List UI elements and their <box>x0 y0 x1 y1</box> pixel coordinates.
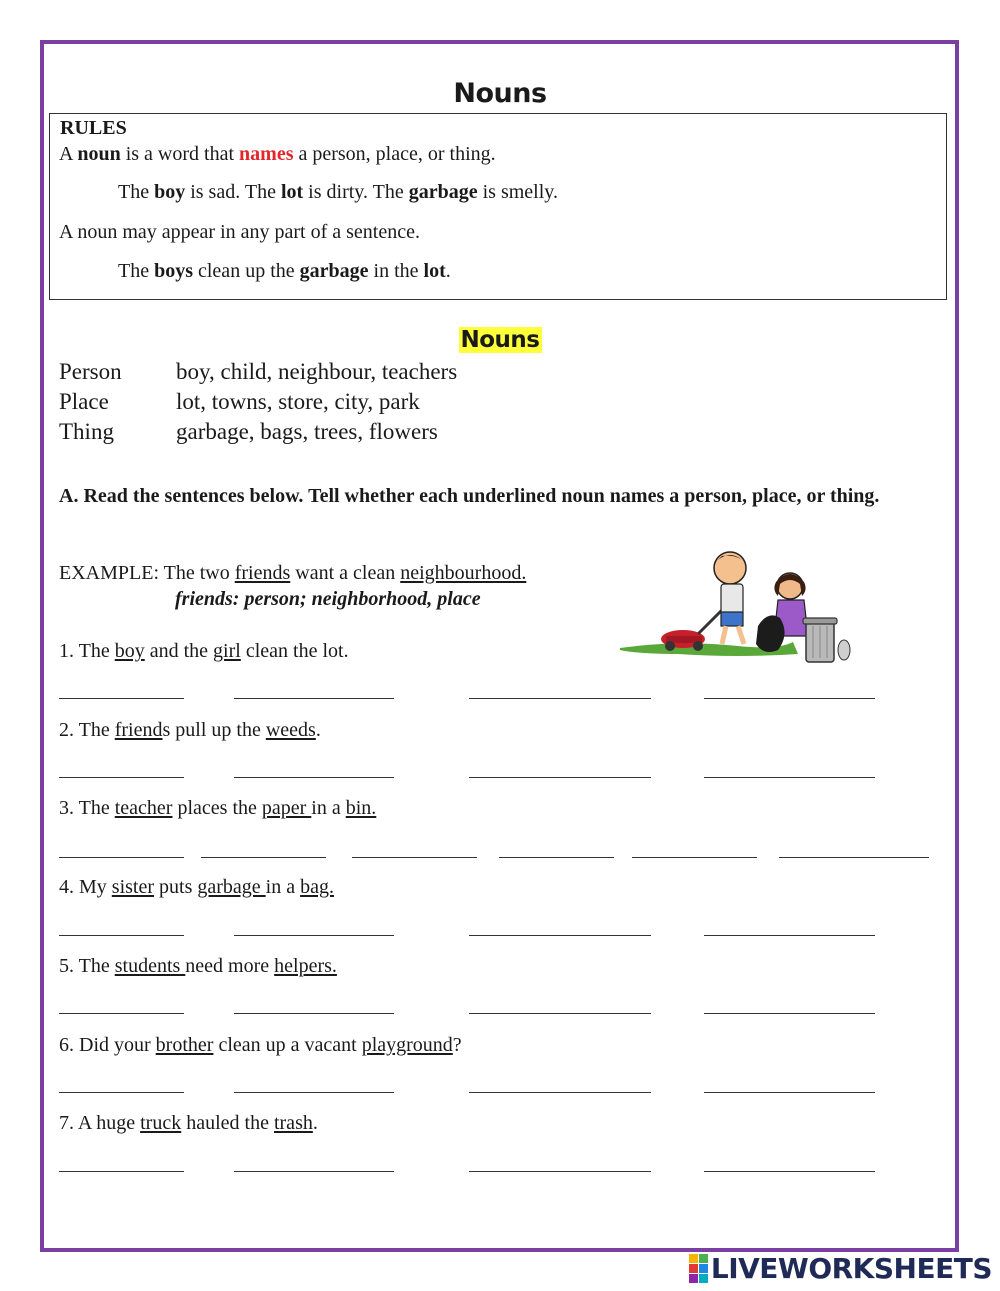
answer-blank[interactable] <box>469 1171 651 1172</box>
answer-blank[interactable] <box>704 1092 875 1093</box>
example-answer: friends: person; neighborhood, place <box>175 588 481 610</box>
answer-blank[interactable] <box>632 857 757 858</box>
question-4: 4. My sister puts garbage in a bag. <box>59 876 334 898</box>
answer-blank[interactable] <box>704 698 875 699</box>
answer-blank[interactable] <box>469 1092 651 1093</box>
answer-blank[interactable] <box>779 857 929 858</box>
answer-blank[interactable] <box>469 1013 651 1014</box>
answer-blank[interactable] <box>469 777 651 778</box>
answer-blank[interactable] <box>234 1013 394 1014</box>
logo-blocks-icon <box>689 1254 708 1283</box>
question-6: 6. Did your brother clean up a vacant playground? <box>59 1034 462 1056</box>
answer-blank[interactable] <box>59 1171 184 1172</box>
rule-1: A noun is a word that names a person, place, or thing. <box>59 143 496 165</box>
liveworksheets-logo[interactable] <box>689 1252 992 1285</box>
answer-blank[interactable] <box>469 935 651 936</box>
category-label-thing: Thing <box>59 419 114 444</box>
page-title: Nouns <box>453 78 547 109</box>
rules-heading: RULES <box>60 117 127 139</box>
example-sentence: EXAMPLE: The two friends want a clean neighbourhood. <box>59 562 527 584</box>
question-2: 2. The friends pull up the weeds. <box>59 719 321 741</box>
answer-blank[interactable] <box>59 698 184 699</box>
question-1: 1. The boy and the girl clean the lot. <box>59 640 349 662</box>
question-7: 7. A huge truck hauled the trash. <box>59 1112 318 1134</box>
question-3: 3. The teacher places the paper in a bin. <box>59 797 377 819</box>
answer-blank[interactable] <box>234 1092 394 1093</box>
answer-blank[interactable] <box>499 857 614 858</box>
category-label-place: Place <box>59 389 109 414</box>
answer-blank[interactable] <box>201 857 326 858</box>
answer-blank[interactable] <box>59 857 184 858</box>
nouns-subheading: Nouns <box>460 327 540 353</box>
answer-blank[interactable] <box>704 1171 875 1172</box>
answer-blank[interactable] <box>59 1092 184 1093</box>
answer-blank[interactable] <box>234 698 394 699</box>
answer-blank[interactable] <box>59 777 184 778</box>
rule-example-1: The boy is sad. The lot is dirty. The garbage is smelly. <box>118 181 558 203</box>
footer-brand-text: LIVEWORKSHEETS <box>710 1252 992 1285</box>
answer-blank[interactable] <box>704 777 875 778</box>
category-label-person: Person <box>59 359 122 384</box>
rule-example-2: The boys clean up the garbage in the lot. <box>118 260 451 282</box>
question-5: 5. The students need more helpers. <box>59 955 337 977</box>
answer-blank[interactable] <box>352 857 477 858</box>
answer-blank[interactable] <box>59 935 184 936</box>
answer-blank[interactable] <box>469 698 651 699</box>
category-words-place: lot, towns, store, city, park <box>176 389 420 414</box>
answer-blank[interactable] <box>234 1171 394 1172</box>
category-words-thing: garbage, bags, trees, flowers <box>176 419 438 444</box>
answer-blank[interactable] <box>234 777 394 778</box>
answer-blank[interactable] <box>704 935 875 936</box>
answer-blank[interactable] <box>59 1013 184 1014</box>
category-words-person: boy, child, neighbour, teachers <box>176 359 458 384</box>
answer-blank[interactable] <box>704 1013 875 1014</box>
kids-cleaning-illustration <box>618 546 853 670</box>
answer-blank[interactable] <box>234 935 394 936</box>
rule-2: A noun may appear in any part of a sentence. <box>59 221 420 243</box>
instructions: A. Read the sentences below. Tell whether each underlined noun names a person, place, or thing. <box>59 485 880 507</box>
